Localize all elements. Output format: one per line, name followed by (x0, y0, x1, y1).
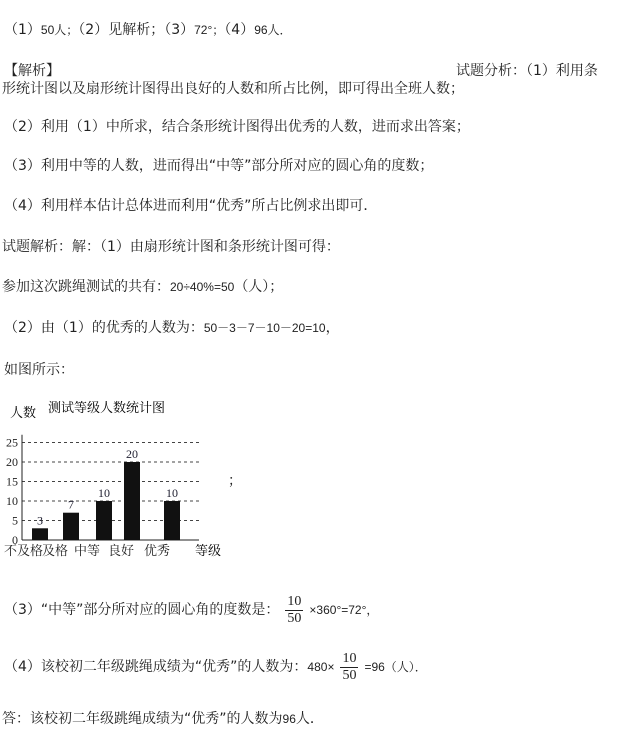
angle-prefix: （3）“中等”部分所对应的圆心角的度数是： (4, 602, 280, 618)
bar-value-label: 3 (37, 513, 43, 528)
answer-part-2: （2）见解析； (78, 22, 165, 38)
chart-x-labels (4, 543, 170, 558)
analysis-tag: 【解析】 (4, 63, 60, 79)
y-tick-label: 25 (6, 435, 18, 450)
answer-part-4-label: （4） (224, 22, 255, 38)
total-line (2, 278, 283, 296)
final-answer (2, 710, 324, 728)
y-tick-label: 10 (6, 494, 18, 508)
estimate-multiplier: 480× (307, 660, 335, 674)
total-suffix: （人）； (234, 279, 284, 295)
bar-chart (4, 398, 244, 568)
estimate-numerator: 10 (342, 650, 357, 666)
excellent-suffix: ， (325, 320, 340, 336)
analysis-line-3: （3）利用中等的人数，进而得出“中等”部分所对应的圆心角的度数； (4, 158, 434, 174)
analysis-line-1: 形统计图以及扇形统计图得出良好的人数和所占比例，即可得出全班人数； (2, 81, 464, 97)
bar-value-label: 20 (126, 447, 138, 461)
answer-line (4, 21, 292, 39)
bar (164, 501, 180, 540)
total-expression: 20÷40%=50 (170, 280, 235, 294)
x-category-label: 不及格 (4, 543, 44, 558)
answer-part-1-value: 50人； (40, 23, 79, 37)
solution-intro: 试题解析：解：（1）由扇形统计图和条形统计图可得： (2, 239, 340, 255)
y-tick-label: 15 (6, 474, 18, 489)
bar-value-label: 10 (166, 486, 178, 500)
analysis-right-label: 试题分析：（1）利用条 (456, 63, 598, 79)
estimate-line (4, 647, 427, 687)
bar-value-label: 10 (98, 486, 110, 500)
estimate-denominator: 50 (342, 667, 357, 683)
figure-caption: 如图所示： (4, 362, 74, 378)
bar-value-label: 7 (68, 497, 74, 512)
answer-part-3-label: （3） (164, 22, 195, 38)
final-prefix: 答：该校初二年级跳绳成绩为“优秀”的人数为 (2, 711, 283, 727)
final-suffix: 人． (295, 711, 324, 727)
chart-y-axis-label: 人数 (10, 405, 37, 420)
excellent-line (4, 319, 340, 337)
chart-bars (32, 447, 180, 540)
bar (32, 528, 48, 540)
analysis-line-4: （4）利用样本估计总体进而利用“优秀”所占比例求出即可． (4, 198, 378, 214)
excellent-expression: 50－3－7－10－20=10 (203, 321, 326, 335)
bar (124, 462, 140, 540)
analysis-line-2: （2）利用（1）中所求，结合条形统计图得出优秀的人数，进而求出答案； (4, 119, 470, 135)
answer-part-4-value: 96人． (254, 23, 292, 37)
final-value: 96 (282, 712, 296, 726)
after-chart-mark: ； (228, 473, 242, 489)
angle-suffix: ×360°=72°， (309, 603, 379, 617)
total-prefix: 参加这次跳绳测试的共有： (2, 279, 170, 295)
x-category-label: 及格 (42, 543, 69, 558)
estimate-fraction (340, 651, 358, 684)
angle-fraction (285, 594, 303, 627)
chart-y-ticks (6, 436, 18, 548)
y-tick-label: 5 (12, 513, 18, 528)
bar (63, 513, 79, 540)
x-category-label: 良好 (108, 543, 135, 558)
estimate-prefix: （4）该校初二年级跳绳成绩为“优秀”的人数为： (4, 659, 308, 675)
bar (96, 501, 112, 540)
x-category-label: 中等 (74, 543, 101, 558)
angle-line (4, 590, 378, 630)
answer-part-3-value: 72°； (194, 23, 225, 37)
y-tick-label: 0 (12, 533, 18, 547)
chart-title: 测试等级人数统计图 (48, 400, 166, 415)
estimate-suffix: =96（人）． (364, 660, 427, 674)
excellent-prefix: （2）由（1）的优秀的人数为： (4, 320, 204, 336)
angle-denominator: 50 (287, 610, 302, 626)
angle-numerator: 10 (287, 593, 302, 609)
chart-x-axis-label: 等级 (195, 543, 222, 558)
y-tick-label: 20 (6, 455, 18, 469)
answer-part-1-label: （1） (4, 22, 41, 38)
x-category-label: 优秀 (144, 543, 171, 558)
